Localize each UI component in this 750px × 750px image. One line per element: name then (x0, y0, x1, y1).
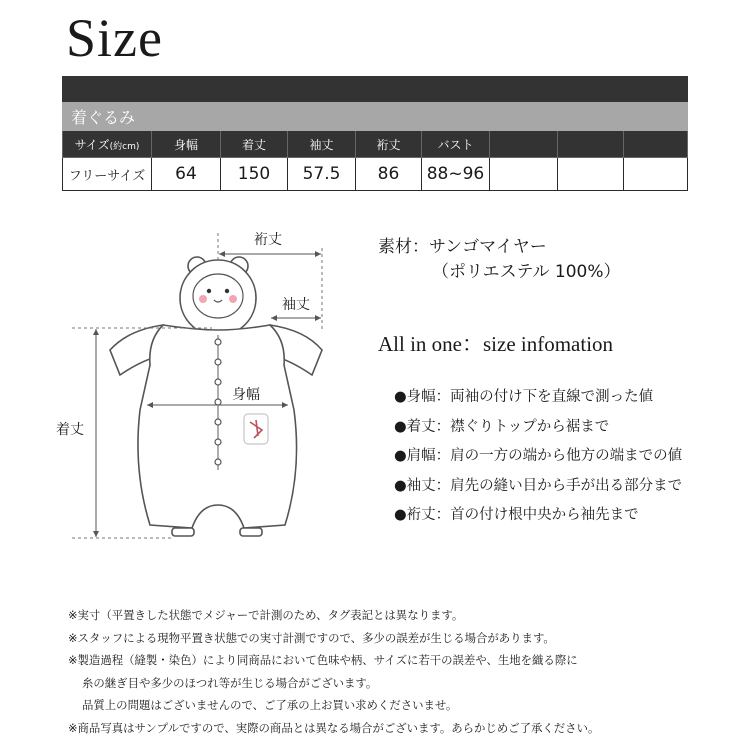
header-kitake: 着丈 (221, 131, 288, 158)
row-size-label: フリーサイズ (63, 158, 152, 191)
note-line: ※商品写真はサンプルですので、実際の商品とは異なる場合がございます。あらかじめご了承ください。 (68, 720, 600, 735)
note-line: 品質上の問題はございませんので、ご了承の上お買い求めくださいませ。 (82, 698, 458, 712)
page-title: Size (66, 8, 163, 68)
note-line: ※実寸（平置きした状態でメジャーで計測のため、タグ表記とは異なります。 (68, 608, 464, 622)
pocket-emblem (244, 414, 268, 444)
material-info (378, 235, 620, 285)
list-item: ●肩幅：肩の一方の端から他方の端までの値 (394, 448, 683, 464)
cheek-right (229, 295, 237, 303)
list-item: ●身幅：両袖の付け下を直線で測った値 (394, 389, 654, 405)
note-line: 糸の継ぎ目や多少のほつれ等が生じる場合がございます。 (82, 675, 378, 690)
eye-left (207, 289, 211, 293)
header-yukitake: 裄丈 (356, 131, 422, 158)
cheek-left (199, 295, 207, 303)
list-item: ●裄丈：首の付け根中央から袖先まで (394, 507, 639, 523)
value-kitake: 150 (221, 158, 288, 191)
value-bust: 88~96 (422, 158, 490, 191)
eye-right (225, 289, 229, 293)
label-sodetake: 袖丈 (282, 297, 310, 313)
value-sodetake: 57.5 (288, 158, 356, 191)
label-kitake: 着丈 (56, 422, 84, 438)
label-mihaba: 身幅 (232, 387, 260, 403)
body (138, 325, 297, 528)
material-line: 素材：サンゴマイヤー (378, 237, 547, 257)
note-line: ※スタッフによる現物平置き状態での実寸計測ですので、多少の誤差が生じる場合があります。 (68, 630, 555, 645)
header-bust: バスト (422, 131, 490, 158)
foot-right (240, 528, 262, 536)
value-mihaba: 64 (152, 158, 221, 191)
list-item: ●袖丈：肩先の縫い目から手が出る部分まで (394, 477, 683, 494)
measurement-definitions (394, 386, 682, 534)
notes (68, 604, 599, 739)
value-yukitake: 86 (356, 158, 422, 191)
header-mihaba: 身幅 (152, 131, 221, 158)
label-yukitake: 裄丈 (254, 232, 282, 248)
note-line: ※製造過程（縫製・染色）により同商品において色味や柄、サイズに若干の誤差や、生地を織る際に (68, 653, 578, 667)
size-info-heading: All in one：size infomation (378, 332, 614, 356)
list-item: ●着丈：襟ぐりトップから裾まで (394, 418, 610, 435)
header-sodetake: 袖丈 (288, 131, 356, 158)
material-composition: （ポリエステル 100%） (432, 262, 621, 282)
foot-left (172, 528, 194, 536)
header-size: サイズ(約cm) (63, 131, 152, 158)
category-label: 着ぐるみ (63, 102, 688, 131)
